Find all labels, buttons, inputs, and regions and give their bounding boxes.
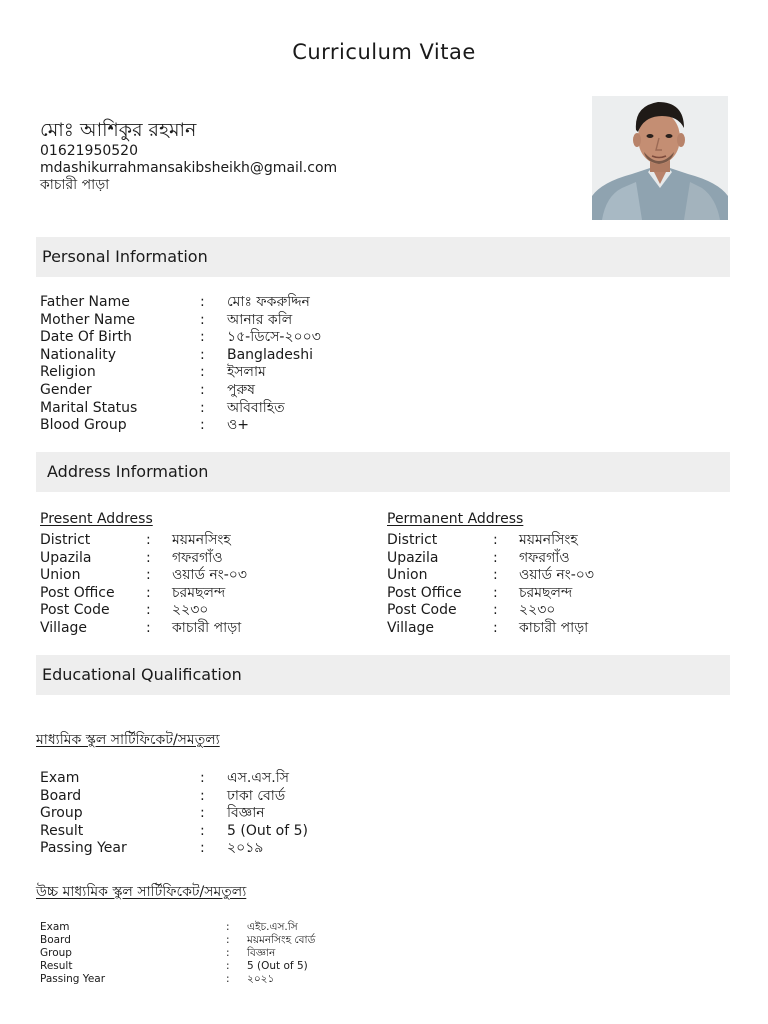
present-address-row <box>40 602 247 620</box>
hsc-details-label: Result <box>40 960 73 972</box>
ssc-details-label: Exam <box>40 770 80 786</box>
hsc-details-row <box>40 921 315 934</box>
personal-info-value: ১৫-ডিসে-২০০৩ <box>227 329 321 346</box>
ssc-details-row <box>40 840 308 858</box>
address-info-header: Address Information <box>36 452 730 492</box>
profile-photo <box>592 96 728 220</box>
separator-colon: : <box>200 805 205 822</box>
personal-info-row <box>40 347 321 365</box>
separator-colon: : <box>146 619 151 636</box>
hsc-details-row <box>40 934 315 947</box>
present-address-label: Post Code <box>40 602 110 619</box>
applicant-name: মোঃ আশিকুর রহমান <box>40 119 197 141</box>
profile-photo-image <box>592 96 728 220</box>
separator-colon: : <box>146 602 151 619</box>
personal-info-value: ও+ <box>227 417 250 434</box>
separator-colon: : <box>146 532 151 548</box>
personal-info-row <box>40 400 321 418</box>
separator-colon: : <box>146 584 151 601</box>
separator-colon: : <box>200 346 205 363</box>
hsc-details-label: Group <box>40 947 72 959</box>
permanent-address-value: ২২৩০ <box>519 602 556 619</box>
hsc-details-row <box>40 947 315 960</box>
separator-colon: : <box>493 549 498 566</box>
permanent-address-row <box>387 532 594 550</box>
hsc-details-value: ২০২১ <box>247 973 275 985</box>
hsc-details-label: Passing Year <box>40 973 106 985</box>
ssc-details-label: Result <box>40 822 84 839</box>
separator-colon: : <box>493 532 498 548</box>
present-address-value: গফরগাঁও <box>172 549 223 566</box>
personal-info-label: Religion <box>40 364 96 381</box>
present-address-value: ২২৩০ <box>172 602 209 619</box>
education-header: Educational Qualification <box>36 655 730 695</box>
present-address-label: Village <box>40 619 88 636</box>
permanent-address-row <box>387 550 594 568</box>
ssc-details-row <box>40 770 308 788</box>
ssc-details-value: ঢাকা বোর্ড <box>227 787 286 804</box>
present-address-label: District <box>40 532 91 548</box>
personal-info-label: Date Of Birth <box>40 329 132 346</box>
permanent-address-row <box>387 585 594 603</box>
hsc-title: উচ্চ মাধ্যমিক স্কুল সার্টিফিকেট/সমতুল্য <box>36 884 247 900</box>
present-address-label: Upazila <box>40 549 92 566</box>
separator-colon: : <box>200 840 205 857</box>
permanent-address-label: Union <box>387 567 428 584</box>
personal-info-list <box>40 294 321 435</box>
hsc-details-value: এইচ.এস.সি <box>247 921 298 933</box>
separator-colon: : <box>226 921 230 933</box>
separator-colon: : <box>200 381 205 398</box>
permanent-address-row <box>387 567 594 585</box>
permanent-address-label: District <box>387 532 438 548</box>
personal-info-label: Mother Name <box>40 311 136 328</box>
hsc-details-value: ময়মনসিংহ বোর্ড <box>247 934 316 946</box>
ssc-details-label: Board <box>40 787 82 804</box>
permanent-address-value: ময়মনসিংহ <box>519 532 578 548</box>
separator-colon: : <box>200 311 205 328</box>
separator-colon: : <box>200 417 205 434</box>
separator-colon: : <box>200 329 205 346</box>
present-address-row <box>40 585 247 603</box>
separator-colon: : <box>200 364 205 381</box>
present-address-value: চরমছলন্দ <box>172 584 226 601</box>
separator-colon: : <box>146 549 151 566</box>
personal-info-label: Marital Status <box>40 399 138 416</box>
permanent-address-value: চরমছলন্দ <box>519 584 573 601</box>
ssc-details-value: 5 (Out of 5) <box>227 822 308 839</box>
permanent-address-row <box>387 620 594 638</box>
present-address-row <box>40 550 247 568</box>
permanent-address-list <box>387 532 594 638</box>
permanent-address-label: Post Office <box>387 584 462 601</box>
personal-info-value: মোঃ ফকরুদ্দিন <box>227 294 310 310</box>
personal-info-header: Personal Information <box>36 237 730 277</box>
ssc-details-label: Passing Year <box>40 840 127 857</box>
ssc-details-value: এস.এস.সি <box>227 770 289 786</box>
separator-colon: : <box>226 947 230 959</box>
personal-info-value: Bangladeshi <box>227 346 313 363</box>
separator-colon: : <box>226 973 230 985</box>
personal-info-row <box>40 417 321 435</box>
permanent-address-value: কাচারী পাড়া <box>519 619 589 636</box>
personal-info-row <box>40 364 321 382</box>
separator-colon: : <box>493 567 498 584</box>
personal-info-label: Blood Group <box>40 417 127 434</box>
permanent-address-label: Post Code <box>387 602 457 619</box>
hsc-details-label: Exam <box>40 921 70 933</box>
permanent-address-label: Village <box>387 619 435 636</box>
hsc-details-label: Board <box>40 934 71 946</box>
ssc-details-list <box>40 770 308 858</box>
ssc-details-row <box>40 805 308 823</box>
personal-info-value: অবিবাহিত <box>227 399 285 416</box>
ssc-details-row <box>40 788 308 806</box>
present-address-row <box>40 532 247 550</box>
separator-colon: : <box>493 619 498 636</box>
personal-info-row <box>40 294 321 312</box>
present-address-value: ওয়ার্ড নং-০৩ <box>172 567 248 584</box>
permanent-address-row <box>387 602 594 620</box>
personal-info-value: আনার কলি <box>227 311 293 328</box>
present-address-label: Union <box>40 567 81 584</box>
location: কাচারী পাড়া <box>40 177 110 193</box>
present-address-row <box>40 620 247 638</box>
separator-colon: : <box>200 294 205 310</box>
email-address: mdashikurrahmansakibsheikh@gmail.com <box>40 160 338 176</box>
personal-info-row <box>40 329 321 347</box>
present-address-title: Present Address <box>40 511 153 527</box>
hsc-details-value: বিজ্ঞান <box>247 947 276 959</box>
phone-number: 01621950520 <box>40 143 138 159</box>
separator-colon: : <box>200 399 205 416</box>
separator-colon: : <box>146 567 151 584</box>
present-address-label: Post Office <box>40 584 115 601</box>
present-address-value: ময়মনসিংহ <box>172 532 231 548</box>
ssc-details-row <box>40 823 308 841</box>
separator-colon: : <box>200 822 205 839</box>
present-address-list <box>40 532 247 638</box>
ssc-details-value: ২০১৯ <box>227 840 264 857</box>
page-title: Curriculum Vitae <box>292 40 476 64</box>
personal-info-value: পুরুষ <box>227 381 255 398</box>
hsc-details-row <box>40 960 315 973</box>
permanent-address-value: ওয়ার্ড নং-০৩ <box>519 567 595 584</box>
personal-info-value: ইসলাম <box>227 364 266 381</box>
hsc-details-list <box>40 921 315 986</box>
separator-colon: : <box>200 770 205 786</box>
hsc-details-value: 5 (Out of 5) <box>247 960 308 972</box>
separator-colon: : <box>226 960 230 972</box>
personal-info-label: Gender <box>40 381 92 398</box>
present-address-value: কাচারী পাড়া <box>172 619 242 636</box>
separator-colon: : <box>226 934 230 946</box>
permanent-address-label: Upazila <box>387 549 439 566</box>
ssc-details-label: Group <box>40 805 83 822</box>
personal-info-row <box>40 382 321 400</box>
separator-colon: : <box>200 787 205 804</box>
present-address-row <box>40 567 247 585</box>
personal-info-row <box>40 312 321 330</box>
permanent-address-title: Permanent Address <box>387 511 524 527</box>
ssc-title: মাধ্যমিক স্কুল সার্টিফিকেট/সমতুল্য <box>36 732 220 748</box>
personal-info-label: Nationality <box>40 346 117 363</box>
personal-info-label: Father Name <box>40 294 130 310</box>
hsc-details-row <box>40 973 315 986</box>
permanent-address-value: গফরগাঁও <box>519 549 570 566</box>
ssc-details-value: বিজ্ঞান <box>227 805 265 822</box>
separator-colon: : <box>493 584 498 601</box>
separator-colon: : <box>493 602 498 619</box>
header-info <box>40 118 337 194</box>
